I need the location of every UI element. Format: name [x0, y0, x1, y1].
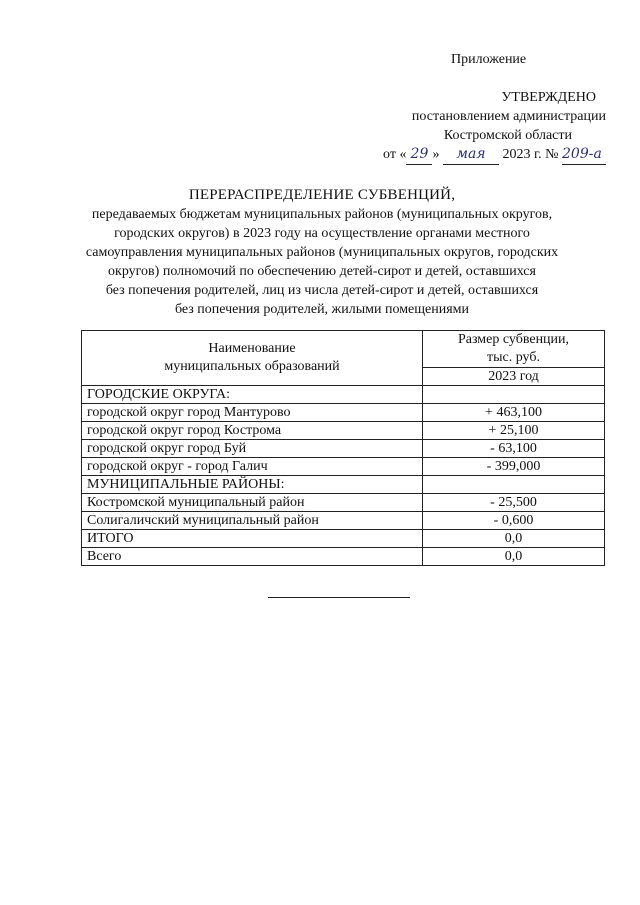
table-header-row	[82, 331, 605, 368]
approved-heading: УТВЕРЖДЕНО	[501, 90, 596, 105]
title-line: без попечения родителей, жилыми помещениями	[174, 302, 470, 317]
row-name: городской округ - город Галич	[82, 458, 423, 476]
column-header-size-line2: тыс. руб.	[487, 350, 540, 365]
row-name: городской округ город Мантурово	[82, 404, 423, 422]
column-header-name-line2: муниципальных образований	[164, 359, 340, 374]
row-name: ИТОГО	[82, 530, 423, 548]
table-row	[82, 530, 605, 548]
row-name: ГОРОДСКИЕ ОКРУГА:	[82, 386, 423, 404]
column-header-size	[423, 331, 605, 368]
handwritten-number: 209-а	[562, 145, 606, 165]
row-name: Всего	[82, 548, 423, 566]
table-row	[82, 494, 605, 512]
decree-date-line	[346, 145, 606, 165]
column-header-name	[82, 331, 423, 386]
row-value: + 463,100	[423, 404, 605, 422]
table-row	[82, 386, 605, 404]
handwritten-day: 29	[406, 145, 432, 165]
column-header-year: 2023 год	[423, 368, 605, 386]
column-header-size-line1: Размер субвенции,	[457, 332, 570, 347]
title-line: округов) полномочий по обеспечению детей-сирот и детей, оставшихся	[108, 264, 536, 279]
row-value: - 25,500	[423, 494, 605, 512]
table-row	[82, 422, 605, 440]
row-value: + 25,100	[423, 422, 605, 440]
table-row	[82, 440, 605, 458]
row-name: городской округ город Буй	[82, 440, 423, 458]
row-name: городской округ город Кострома	[82, 422, 423, 440]
row-value: 0,0	[423, 548, 605, 566]
table-row	[82, 476, 605, 494]
table-row	[82, 512, 605, 530]
document-title	[62, 186, 582, 319]
closing-rule	[268, 597, 410, 598]
decree-line-2: Костромской области	[443, 128, 572, 143]
row-value: - 399,000	[423, 458, 605, 476]
row-name: МУНИЦИПАЛЬНЫЕ РАЙОНЫ:	[82, 476, 423, 494]
row-value	[423, 476, 605, 494]
table-row	[82, 548, 605, 566]
appendix-label: Приложение	[451, 52, 527, 67]
row-value: 0,0	[423, 530, 605, 548]
title-line: передаваемых бюджетам муниципальных районов (муниципальных округов,	[91, 207, 553, 222]
table-row	[82, 458, 605, 476]
title-main: ПЕРЕРАСПРЕДЕЛЕНИЕ СУБВЕНЦИЙ,	[188, 187, 456, 203]
subvention-table	[81, 330, 605, 566]
date-prefix: от «	[383, 147, 407, 162]
table-row	[82, 404, 605, 422]
date-mid: »	[432, 147, 440, 162]
column-header-name-line1: Наименование	[208, 341, 296, 356]
handwritten-month: мая	[443, 145, 499, 165]
row-value: - 0,600	[423, 512, 605, 530]
row-value	[423, 386, 605, 404]
title-line: городских округов) в 2023 году на осуществление органами местного	[114, 226, 530, 241]
title-line: самоуправления муниципальных районов (муниципальных округов, городских	[85, 245, 559, 260]
approval-stamp	[346, 88, 606, 165]
title-line: без попечения родителей, лиц из числа детей-сирот и детей, оставшихся	[105, 283, 539, 298]
decree-line-1: постановлением администрации	[411, 109, 606, 124]
date-year: 2023 г. №	[502, 147, 559, 162]
row-name: Солигаличский муниципальный район	[82, 512, 423, 530]
row-name: Костромской муниципальный район	[82, 494, 423, 512]
row-value: - 63,100	[423, 440, 605, 458]
